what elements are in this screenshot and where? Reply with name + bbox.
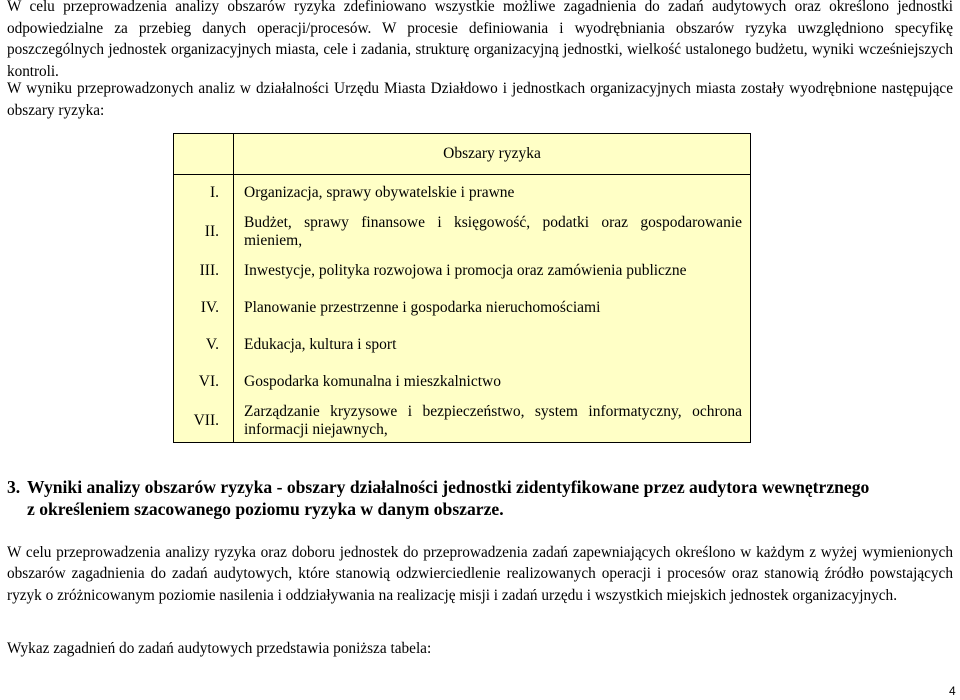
risk-area-name: Zarządzanie kryzysowe i bezpieczeństwo, system informatyczny, ochrona informacji niejawnych,	[234, 401, 751, 443]
section-heading-line-2: z określeniem szacowanego poziomu ryzyka w danym obszarze.	[27, 499, 504, 519]
page-number: 4	[949, 684, 956, 698]
intro-paragraph-2: W wyniku przeprowadzonych analiz w działalności Urzędu Miasta Działdowo i jednostkach organizacyjnych miasta zostały wyodrębnione następujące obszary ryzyka:	[7, 80, 953, 119]
table-row	[174, 401, 751, 443]
section-number: 3.	[7, 477, 21, 497]
risk-area-name: Gospodarka komunalna i mieszkalnictwo	[234, 364, 751, 401]
table-row	[174, 327, 751, 364]
section-3-heading	[7, 476, 957, 520]
risk-area-number: II.	[174, 211, 234, 253]
risk-area-number: VII.	[174, 401, 234, 443]
risk-area-name: Organizacja, sprawy obywatelskie i prawne	[234, 175, 751, 211]
risk-area-number: IV.	[174, 290, 234, 327]
table-row	[174, 364, 751, 401]
risk-area-number: V.	[174, 327, 234, 364]
risk-table-header-blank	[174, 134, 234, 175]
risk-areas-table	[173, 133, 751, 443]
table-row	[174, 175, 751, 211]
section-3-paragraph: W celu przeprowadzenia analizy ryzyka oraz doboru jednostek do przeprowadzenia zadań zapewniających określono w każdym z wyżej wymienionych obszarów zagadnienia do zadań audytowych, które stanowią odzwierciedlenie realizowanych operacji i procesów oraz stanowią źródło powstających ryzyk o zróżnicowanym poziomie nasilenia i oddziaływania na realizację misji i zadań urzędu i wszystkich miejskich jednostek organizacyjnych.	[7, 544, 953, 604]
risk-area-name: Edukacja, kultura i sport	[234, 327, 751, 364]
risk-area-number: VI.	[174, 364, 234, 401]
risk-area-number: III.	[174, 253, 234, 290]
risk-table-header-row	[174, 134, 751, 175]
risk-area-name: Inwestycje, polityka rozwojowa i promocja oraz zamówienia publiczne	[234, 253, 751, 290]
table-row	[174, 211, 751, 253]
risk-area-name: Budżet, sprawy finansowe i księgowość, podatki oraz gospodarowanie mieniem,	[234, 211, 751, 253]
list-intro-text: Wykaz zagadnień do zadań audytowych przedstawia poniższa tabela:	[7, 640, 432, 657]
table-row	[174, 290, 751, 327]
risk-area-name: Planowanie przestrzenne i gospodarka nieruchomościami	[234, 290, 751, 327]
table-row	[174, 253, 751, 290]
risk-area-number: I.	[174, 175, 234, 211]
section-heading-line-1: Wyniki analizy obszarów ryzyka - obszary działalności jednostki zidentyfikowane przez audytora wewnętrznego	[27, 477, 870, 497]
intro-paragraph: W celu przeprowadzenia analizy obszarów ryzyka zdefiniowano wszystkie możliwe zagadnienia do zadań audytowych oraz określono jednostki odpowiedzialne za przebieg danych operacji/procesów. W procesie definiowania i wyodrębniania obszarów ryzyka uwzględniono specyfikę poszczególnych jednostek organizacyjnych miasta, cele i zadania, strukturę organizacyjną jednostki, wielkość ustalonego budżetu, wyniki wcześniejszych kontroli.	[7, 0, 953, 80]
risk-table-header: Obszary ryzyka	[234, 134, 751, 175]
